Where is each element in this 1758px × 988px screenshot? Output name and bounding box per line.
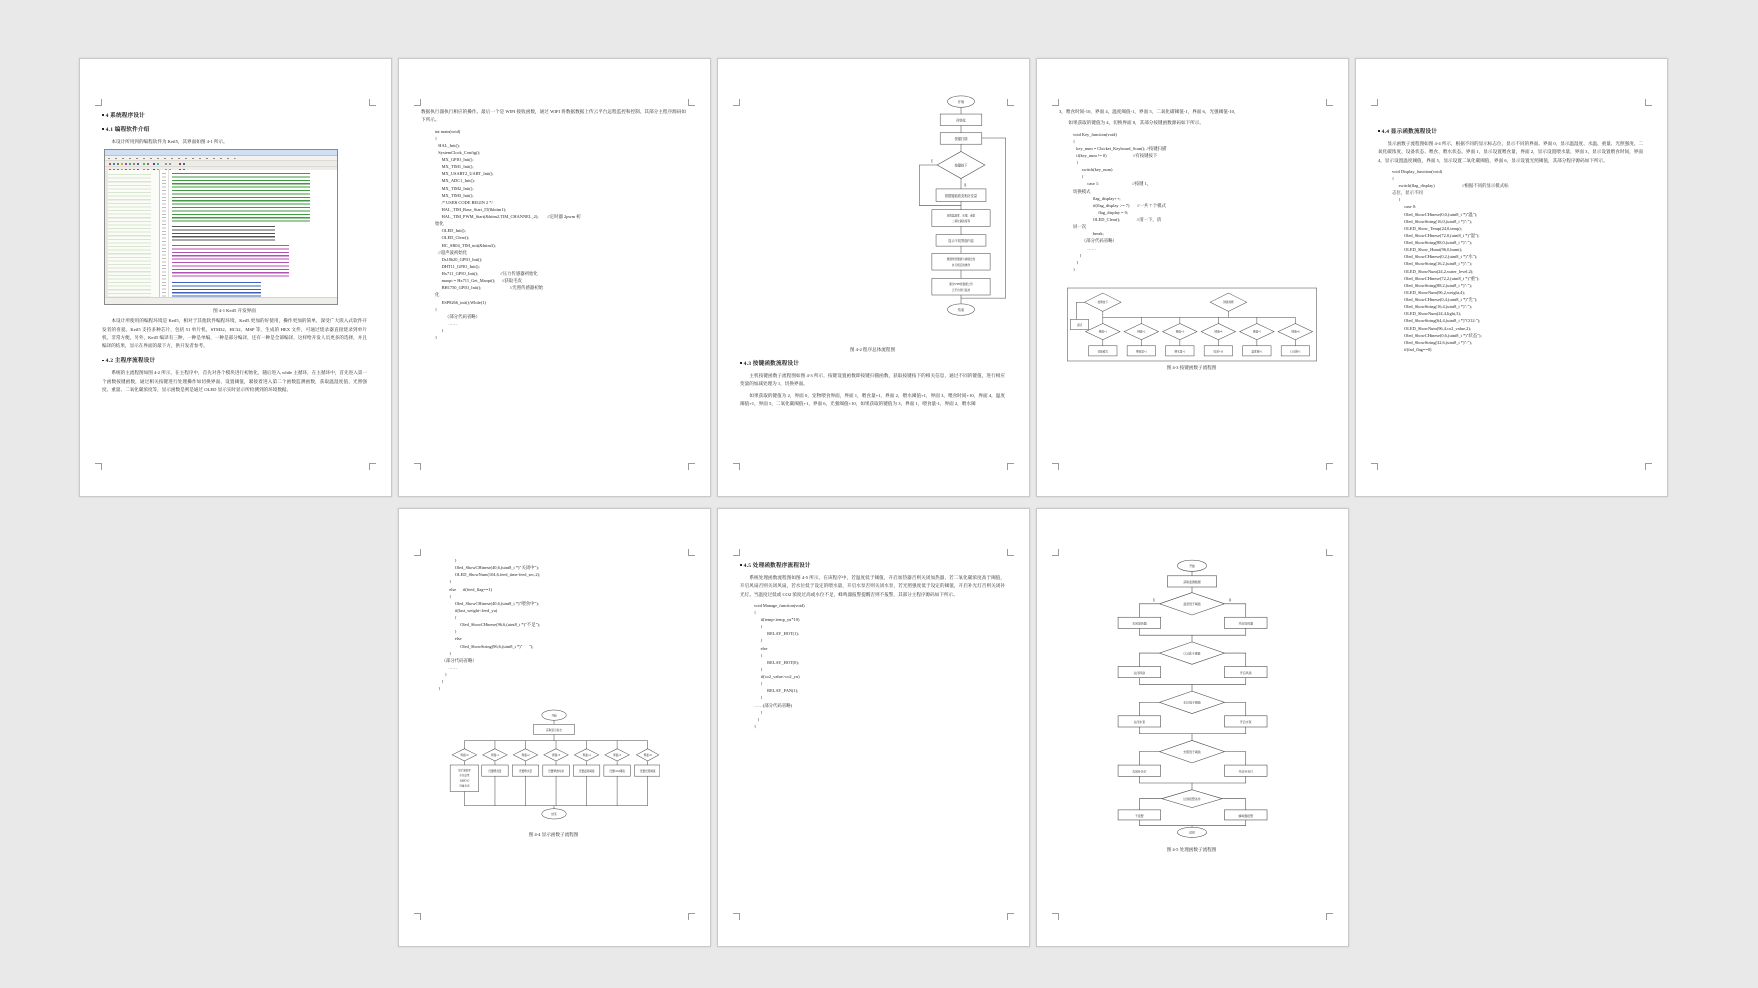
svg-text:时间+10: 时间+10: [1213, 350, 1223, 354]
section-heading-4-1: 4.1 编程软件介绍: [102, 125, 367, 133]
svg-text:开启补光灯: 开启补光灯: [1237, 769, 1253, 774]
page-4[interactable]: [1036, 58, 1349, 497]
section-heading-4-2: 4.2 主程序流程设计: [102, 356, 367, 364]
paragraph: 本设计所用到的编程软件为 Keil5，其界面如图 4-1 所示。: [111, 139, 228, 144]
svg-text:设置喂食时间: 设置喂食时间: [547, 770, 564, 774]
ide-include-block: [172, 245, 289, 279]
ide-editor: [160, 170, 337, 298]
corner-mark: [1371, 99, 1378, 106]
svg-text:关闭加热器: 关闭加热器: [1131, 621, 1147, 626]
svg-text:键值=3: 键值=3: [1175, 330, 1184, 334]
ide-project-tree: [105, 170, 160, 298]
svg-text:结束: 结束: [550, 813, 557, 817]
svg-text:温度低于阈值: 温度低于阈值: [1182, 602, 1201, 607]
svg-text:关闭风扇: 关闭风扇: [1133, 670, 1145, 675]
svg-text:是: 是: [963, 183, 967, 187]
svg-text:界面=5: 界面=5: [612, 754, 621, 758]
paragraph: 如果获取的键值为 2，界面 0，宠物喂食界面，界面 1，喂食量+1，界面 2，喂水阈值+1，界面 3，喂食时间+10，界面 4，温度阈值+1，界面 5，二氧化碳阈值+1，界面 6，光强阈值+10，如果获取的键值为 3，界面 1，喂食量-1，界面 2，喂水阈: [740, 392, 1005, 406]
paragraph: 如果获取的键值为 4，切换界面 0，其部分按键函数源码如下所示。: [1068, 120, 1204, 126]
corner-mark: [414, 463, 421, 470]
corner-mark: [1007, 549, 1014, 556]
svg-text:温度阈+1: 温度阈+1: [1251, 350, 1262, 354]
display-flowchart: [448, 708, 660, 822]
page-8[interactable]: [1036, 508, 1349, 947]
corner-mark: [1645, 99, 1652, 106]
page-2[interactable]: [398, 58, 711, 497]
corner-mark: [414, 913, 421, 920]
section-heading-4-5: 4.5 处理函数程序流程设计: [740, 561, 1005, 569]
svg-text:水位重量: 水位重量: [458, 774, 469, 778]
svg-text:否: 否: [930, 159, 934, 163]
svg-text:键值判断: 键值判断: [1222, 301, 1234, 305]
corner-mark: [1371, 463, 1378, 470]
svg-text:键值=6: 键值=6: [1290, 330, 1299, 334]
svg-text:关闭水泵: 关闭水泵: [1133, 720, 1145, 725]
page-3[interactable]: [717, 58, 1030, 497]
corner-mark: [414, 549, 421, 556]
manage-flowchart: [1108, 559, 1276, 839]
svg-text:开始: 开始: [1188, 564, 1195, 569]
svg-text:结束: 结束: [957, 307, 965, 312]
section-heading-4-3: 4.3 按键函数流程设计: [740, 359, 1005, 367]
svg-text:键值=4: 键值=4: [1213, 330, 1222, 334]
svg-text:按键按下: 按键按下: [954, 163, 968, 168]
keil5-ide-figure: [104, 149, 338, 305]
svg-text:开启风扇: 开启风扇: [1239, 670, 1252, 675]
figure-caption-4-3: 图 4-3 按键函数子流程图: [1166, 365, 1217, 371]
main-code-listing: int main(void) { HAL_Init(); SystemClock_Config(); MX_GPIO_Init(); MX_TIM1_Init(); MX_USART2_UART_Init(); MX_ADC1_Init(); MX_TIM2_Init(); MX_TIM3_Init(); /* USER CODE BEGIN 2 */ HAL_TIM_Base_Start_IT(&htim1); HAL_TIM_PWM_Start(&htim2,TIM_CHANNEL_2); //定时器 2pwm 初 始化 OLED_Init(); OLED_Clear(); HC_SR04_TIM_init(&htim3); //超声波初始化 Ds18b20_GPIO_Init(); DHT11_GPIO_Init(); Hx711_GPIO_Init(); //压力传感器初始化 maopi = Hx711_Get_Maopi(); //获取毛皮 BH1750_GPIO_Init(); //光照传感器初始 化 ESP8266_init();While(1) { （部分代码省略） …… } }: [435, 128, 581, 341]
display-function-code: void Display_function(void) { switch(flag_display) //根据不同的显示模式标 志位，显示不同 { case 0: Oled_ShowCHinese(0,0,(uint8_t *)"温"); Oled_ShowString(16,0,(uint8_t *)":"); OLED_Show_Temp(24,0,temp); Oled_ShowCHinese(72,0,(uint8_t *)"湿"); Oled_ShowString(88,0,(uint8_t *)":"); OLED_Show_Humi(96,0,humi); Oled_ShowCHinese(0,2,(uint8_t *)"水"); Oled_ShowString(16,2,(uint8_t *)":"); OLED_ShowNum(24,2,water_level,2); Oled_ShowCHinese(72,2,(uint8_t *)"重"); Oled_ShowString(88,2,(uint8_t *)":"); OLED_ShowNum(96,2,weight,4); Oled_ShowCHinese(0,4,(uint8_t *)"光"); Oled_ShowString(16,4,(uint8_t *)":"); OLED_ShowNum(24,4,light,3); Oled_ShowString(64,4,(uint8_t *)"CO2:"); OLED_ShowNum(96,4,co2_value,2); Oled_ShowCHinese(0,6,(uint8_t *)"状态"); Oled_ShowString(32,6,(uint8_t *)":"); if(fad_flag==0): [1392, 168, 1509, 352]
svg-text:初始化: 初始化: [956, 118, 966, 123]
svg-text:界面=0: 界面=0: [459, 754, 468, 758]
corner-mark: [688, 99, 695, 106]
svg-text:设置CO2阈值: 设置CO2阈值: [608, 770, 625, 774]
svg-text:喂水量+1: 喂水量+1: [1174, 350, 1185, 354]
paragraph: 系统的主流程图如图 4-2 所示，在主程序中，首先对各个模块进行初始化，随后进入 while 主循环，在主循环中，首先进入第一个函数按键函数，通过相关按键进行处理操作如切换界面、设置阈值，紧接着进入第二个函数监测函数，获取温湿度值、光照强度、重量、二氧化碳浓度等，显示函数是则是通过 OLED 显示实时显示所检测到的环境数据。: [102, 370, 367, 392]
svg-text:界面=4: 界面=4: [582, 754, 591, 758]
corner-mark: [1326, 549, 1333, 556]
corner-mark: [733, 99, 740, 106]
svg-text:开启加热器: 开启加热器: [1237, 621, 1253, 626]
corner-mark: [733, 549, 740, 556]
corner-mark: [1326, 463, 1333, 470]
corner-mark: [1007, 463, 1014, 470]
key-function-flowchart: [1066, 287, 1318, 362]
page-7[interactable]: [717, 508, 1030, 947]
section-heading-4-4: 4.4 显示函数流程设计: [1378, 127, 1643, 135]
section-heading-4: 4 系统程序设计: [102, 111, 367, 119]
svg-text:获取监测数据: 获取监测数据: [1182, 580, 1201, 585]
corner-mark: [1007, 913, 1014, 920]
corner-mark: [733, 463, 740, 470]
corner-mark: [95, 463, 102, 470]
ide-line-numbers: [160, 170, 169, 298]
corner-mark: [369, 99, 376, 106]
svg-text:键值=1: 键值=1: [1098, 330, 1107, 334]
svg-text:显示不同界面内容: 显示不同界面内容: [948, 239, 974, 244]
svg-text:按键扫描: 按键扫描: [954, 137, 968, 142]
svg-text:通过WIFI将数据上传: 通过WIFI将数据上传: [949, 283, 973, 287]
corner-mark: [688, 913, 695, 920]
svg-text:云平台进行监控: 云平台进行监控: [951, 288, 971, 292]
paragraph: 显示函数子流程图如图 4-4 所示，根据不同的显示标志位，显示不同的界面。界面 0，显示温湿度、水温、重量、光照强度、二氧化碳浓度、设备状态、喂食、喂水状态。界面 1，显示设置喂食量，界面 2，显示设置喂水量，界面 3，显示设置喂食时间，界面 4，显示设置温度阈值，界面 5，显示设置二氧化碳阈值，界面 6，显示设置光照阈值，其部分程序源码如下所示。: [1378, 141, 1643, 163]
svg-text:执行相应的操作: 执行相应的操作: [951, 263, 971, 267]
svg-text:否: 否: [1152, 599, 1155, 602]
ide-statusbar: [105, 297, 337, 304]
ide-comment-block: [172, 173, 310, 223]
corner-mark: [688, 463, 695, 470]
svg-text:获取显示标志: 获取显示标志: [545, 729, 562, 733]
svg-text:二氧化碳浓度等: 二氧化碳浓度等: [951, 220, 971, 224]
svg-text:光照CO2: 光照CO2: [458, 779, 469, 783]
corner-mark: [1052, 913, 1059, 920]
corner-mark: [1052, 99, 1059, 106]
svg-text:光照低于阈值: 光照低于阈值: [1182, 749, 1201, 754]
corner-mark: [1052, 463, 1059, 470]
svg-text:蜂鸣器报警: 蜂鸣器报警: [1237, 814, 1253, 819]
manage-function-code: void Manage_function(void) { if(temp<temp_yu*10) { RELAY_HOT(1); } else { RELAY_HOT(0); } if(co2_value>co2_yu) { RELAY_FAN(1); } ……(部分代码省略) } } }: [754, 602, 805, 729]
paragraph: 系统处理函数流程图如图 4-5 所示，在该程序中，若温度低于阈值，开启加热器否则关闭加热器，若二氧化碳浓度高于阈值，开启风扇否则关闭风扇，若水位低于设定的喂水量，开启水泵否则关闭水泵，若光照强度低于设定的阈值，开启补光灯否则关闭补光灯。当温度过低或 CO2 浓度过高或水位不足，蜂鸣器报警提醒否则不报警，其部分主程序源码如下所示。: [740, 575, 1005, 597]
svg-text:CO2阈+1: CO2阈+1: [1289, 350, 1301, 354]
svg-text:关闭补光灯: 关闭补光灯: [1131, 769, 1147, 774]
paragraph: 主机按键函数子流程图如图 4-3 所示，按键设置函数即按键扫描函数，获取按键按下的相关信息，通过不同的键值，进行相应变量的加减处理为 1，切换界面。: [740, 373, 1005, 387]
svg-text:设置光照阈值: 设置光照阈值: [639, 770, 656, 774]
paragraph: 本设计所使用的编程环境是 Keil5，相对于其他软件编程环境，Keil5 更加的好使用，操作更加的简单，深受广大嵌入式软件开发者的喜爱。Keil5 支持多种芯片，包括 51 单片机，STM32、HC32、MSP 等，生成的 HEX 文件，可通过烧录器直接烧录到单片机，非常方便。另外，Keil5 编译有三种，一种是单编，一种是部分编译，还有一种是全部编译，这样给开发人员更多的选择，并且编译的结果，显示在界面的最下方，供开发者参考。: [102, 318, 367, 349]
svg-text:显示温湿度: 显示温湿度: [457, 769, 471, 773]
svg-text:返回: 返回: [1076, 323, 1082, 327]
svg-text:界面=1: 界面=1: [490, 754, 499, 758]
svg-text:根据传感器值与阈值比较: 根据传感器值与阈值比较: [946, 258, 976, 262]
svg-text:开启水泵: 开启水泵: [1239, 720, 1252, 725]
svg-text:根据键值改变相应变量: 根据键值改变相应变量: [944, 193, 978, 198]
page-1[interactable]: [79, 58, 392, 497]
corner-mark: [1326, 99, 1333, 106]
corner-mark: [688, 549, 695, 556]
svg-text:切换模式: 切换模式: [1097, 350, 1108, 354]
paragraph: 数据执行器执行相应的操作。最后一个是 WIFI 接收函数，通过 WIFI 将数据数据上传云平台远程监控和控制。其部分主程序源码如下所示。: [421, 109, 686, 123]
page-5[interactable]: [1355, 58, 1668, 497]
corner-mark: [1326, 913, 1333, 920]
svg-text:键值=2: 键值=2: [1136, 330, 1145, 334]
svg-text:界面=6: 界面=6: [643, 754, 652, 758]
svg-text:CO2高于阈值: CO2高于阈值: [1182, 651, 1201, 656]
corner-mark: [95, 99, 102, 106]
svg-text:喂食量+1: 喂食量+1: [1135, 350, 1147, 354]
svg-text:开始: 开始: [550, 714, 557, 718]
key-function-code: void Key_function(void) { key_num = Chicket_Keyboard_Scan(); //按键扫描 if(key_num != 0) //有按键按下 { switch(key_num) { case 1: //按键 1， 切换模式 flag_display++; if(flag_display >= 7) //一共 7 个模式 flag_display = 0; OLED_Clear(); //清一下，清 屏一次 break; （部分代码省略） …… } } }: [1073, 131, 1167, 272]
corner-mark: [1052, 549, 1059, 556]
svg-text:设置喂水量: 设置喂水量: [518, 770, 532, 774]
figure-caption-4-4: 图 4-4 显示函数子流程图: [528, 832, 579, 838]
corner-mark: [414, 99, 421, 106]
svg-text:按键按下: 按键按下: [1097, 301, 1108, 305]
figure-caption-4-1: 图 4-1 Keil5 开发界面: [213, 308, 256, 314]
svg-text:不报警: 不报警: [1134, 814, 1144, 819]
svg-text:返回: 返回: [1188, 830, 1195, 835]
svg-text:获取温湿度、光强、重量: 获取温湿度、光强、重量: [946, 214, 976, 218]
svg-text:键值=5: 键值=5: [1252, 330, 1261, 334]
svg-text:设置喂食量: 设置喂食量: [487, 770, 502, 774]
svg-text:界面=3: 界面=3: [551, 754, 560, 758]
corner-mark: [733, 913, 740, 920]
svg-text:水位低于阈值: 水位低于阈值: [1182, 700, 1201, 705]
page-6[interactable]: [398, 508, 711, 947]
corner-mark: [369, 463, 376, 470]
svg-text:是: 是: [1228, 599, 1231, 602]
svg-text:界面=2: 界面=2: [520, 754, 530, 758]
svg-text:设置温度阈值: 设置温度阈值: [578, 770, 594, 774]
svg-text:达到报警条件: 达到报警条件: [1182, 797, 1201, 802]
paragraph: 3，喂食时间-10，界面 4，温度阈值-1，界面 5，二氧化碳阈值-1，界面 6，光强阈值-10，: [1059, 109, 1239, 114]
svg-text:设备状态: 设备状态: [458, 784, 469, 788]
figure-caption-4-5: 图 4-5 处理函数子流程图: [1166, 847, 1217, 852]
figure-caption-4-2: 图 4-2 程序总体流程图: [849, 347, 896, 352]
display-code-continued: } Oled_ShowCHinese(40,6,(uint8_t *)"关闭中"); OLED_ShowNum(104,6,feed_time-feed_sec,2); } else if(feed_flag==1) { Oled_ShowCHinese(40,6,(uint8_t *)"喂食中"); if(last_weight<feed_yu) { Oled_ShowCHinese(96,6,(uint8_t *)"不足"); } else Oled_ShowString(96,6,(uint8_t *)" "); } （部分代码省略） …… } } }: [435, 558, 541, 692]
ide-code-block: [172, 226, 275, 242]
ide-body: [105, 170, 337, 298]
svg-text:开始: 开始: [957, 99, 965, 104]
corner-mark: [1645, 463, 1652, 470]
